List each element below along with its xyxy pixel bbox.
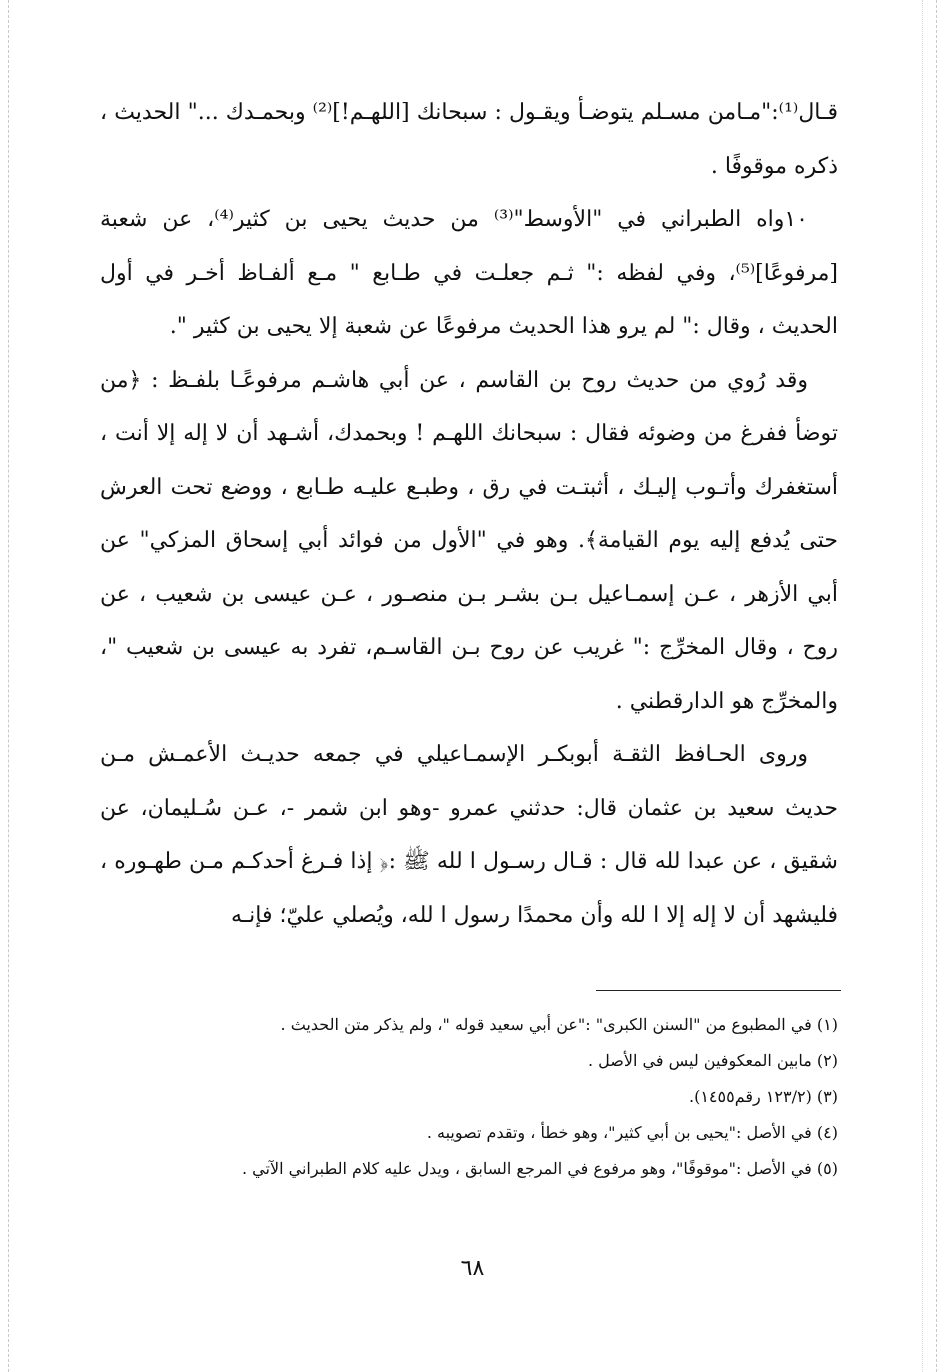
footnote-5: (٥) في الأصل :"موقوفًا"، وهو مرفوع في المرجع السابق ، ويدل عليه كلام الطبراني الآتي .: [242, 1159, 838, 1178]
scan-edge-right: [936, 0, 937, 1372]
footnote-separator: [596, 990, 841, 991]
main-body-text: [100, 86, 838, 942]
scan-edge-left: [8, 0, 9, 1372]
paragraph-2: ١٠واه الطبراني في "الأوسط"⁽³⁾ من حديث يحيى بن كثير⁽⁴⁾، عن شعبة [مرفوعًا]⁽⁵⁾، وفي لفظه :" ثـم جعلـت في طـابع " مـع ألفـاظ أخـر في أول الحديث ، وقال :" لم يرو هذا الحديث مرفوعًا عن شعبة إلا يحيى بن كثير ".: [100, 207, 838, 339]
page-number: ٦٨: [460, 1256, 485, 1281]
scan-edge-inner-right: [922, 0, 923, 1372]
footnote-3: (٣) (١٢٣/٢ رقم١٤٥٥).: [689, 1087, 838, 1106]
paragraph-4: وروى الحـافظ الثقـة أبوبكـر الإسمـاعيلي في جمعه حديـث الأعمـش مـن حديث سعيد بن عثمان قال: حدثني عمرو -وهو ابن شمر -، عـن سُـليمان، عن شقيق ، عن عبدا لله قال : قـال رسـول ا لله ﷺ :﴿ إذا فـرغ أحدكـم مـن طهـوره ، فليشهد أن لا إله إلا ا لله وأن محمدًا رسول ا لله، ويُصلي عليّ؛ فإنـه: [100, 742, 838, 928]
footnotes: [150, 1007, 838, 1187]
paragraph-3: وقد رُوي من حديث روح بن القاسم ، عن أبي هاشـم مرفوعًـا بلفـظ : ﴿من توضأ ففرغ من وضوئه فقال : سبحانك اللهـم ! وبحمدك، أشـهد أن لا إله إلا أنت ، أستغفرك وأتـوب إليـك ، أثبتـت في رق ، وطبـع عليـه طـابع ، ووضع تحت العرش حتى يُدفع إليه يوم القيامة﴾. وهو في "الأول من فوائد أبي إسحاق المزكي" عن أبي الأزهر ، عـن إسمـاعيل بـن بشـر بـن منصـور ، عـن عيسى بن شعيب ، عن روح ، وقال المخرِّج :" غريب عن روح بـن القاسـم، تفرد به عيسى بن شعيب "، والمخرِّج هو الدارقطني .: [100, 367, 838, 714]
footnote-4: (٤) في الأصل :"يحيى بن أبي كثير"، وهو خطأ ، وتقدم تصويبه .: [426, 1123, 838, 1142]
paragraph-1: قـال⁽¹⁾:"مـامن مسـلم يتوضـأ ويقـول : سبحانك [اللهـم!]⁽²⁾ وبحمـدك ..." الحديث ، ذكره موقوفًا .: [100, 100, 838, 179]
footnote-2: (٢) مابين المعكوفين ليس في الأصل .: [588, 1051, 838, 1070]
footnote-1: (١) في المطبوع من "السنن الكبرى" :"عن أبي سعيد قوله "، ولم يذكر متن الحديث .: [280, 1015, 838, 1034]
